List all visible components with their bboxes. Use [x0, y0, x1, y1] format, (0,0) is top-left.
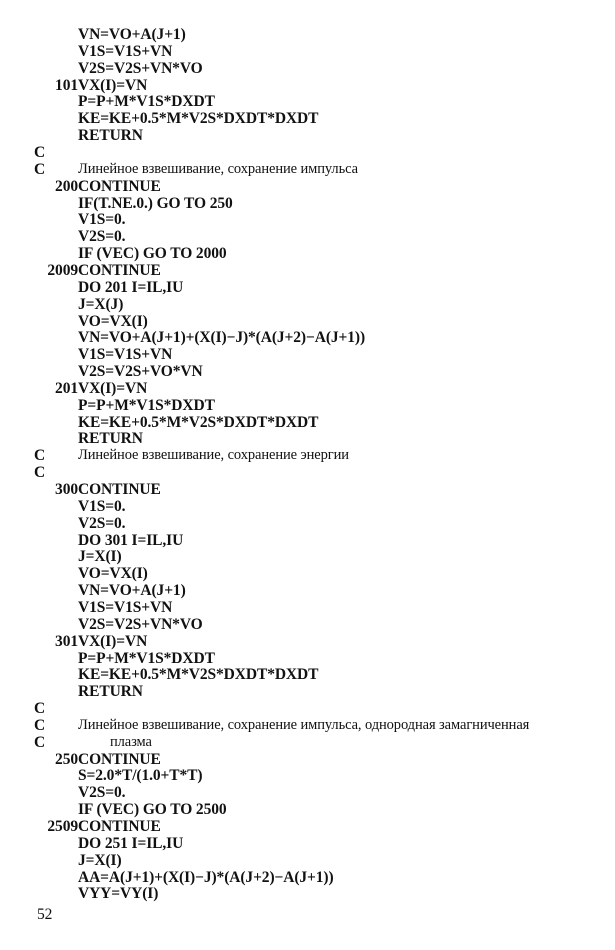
- statement-text: V1S=0.: [78, 211, 126, 229]
- comment-text: Линейное взвешивание, сохранение импульса: [78, 160, 358, 177]
- statement-text: RETURN: [78, 430, 143, 448]
- statement-text: IF (VEC) GO TO 2500: [78, 801, 227, 819]
- statement-text: VO=VX(I): [78, 312, 148, 330]
- comment-marker: C: [34, 160, 46, 178]
- statement-text: CONTINUE: [78, 177, 161, 195]
- statement-text: S=2.0*T/(1.0+T*T): [78, 767, 203, 785]
- comment-text: плазма: [110, 733, 152, 750]
- statement-text: V1S=V1S+VN: [78, 42, 173, 60]
- statement-label: 301: [55, 632, 78, 650]
- statement-text: J=X(I): [78, 851, 122, 869]
- statement-text: V2S=V2S+VN*VO: [78, 615, 203, 633]
- statement-text: V2S=0.: [78, 514, 126, 532]
- comment-text: Линейное взвешивание, сохранение импульса, однородная замагниченная: [78, 716, 530, 733]
- statement-text: V2S=V2S+VO*VN: [78, 363, 203, 380]
- statement-text: V2S=0.: [78, 228, 126, 246]
- comment-marker: C: [34, 447, 46, 465]
- statement-text: CONTINUE: [78, 481, 161, 498]
- comment-marker: C: [34, 716, 46, 734]
- statement-text: AA=A(J+1)+(X(I)−J)*(A(J+2)−A(J+1)): [78, 868, 334, 886]
- statement-text: P=P+M*V1S*DXDT: [78, 396, 215, 414]
- statement-text: VX(I)=VN: [78, 632, 148, 650]
- page-number: 52: [37, 906, 53, 923]
- comment-marker: C: [34, 144, 46, 161]
- statement-text: V1S=0.: [78, 497, 126, 515]
- statement-label: 2509: [47, 818, 78, 835]
- comment-marker: C: [34, 733, 46, 751]
- statement-text: V2S=0.: [78, 784, 126, 802]
- statement-text: P=P+M*V1S*DXDT: [78, 93, 215, 111]
- statement-label: 101: [55, 76, 78, 94]
- statement-text: V1S=V1S+VN: [78, 346, 173, 364]
- statement-text: VN=VO+A(J+1): [78, 582, 186, 600]
- statement-text: CONTINUE: [78, 818, 161, 835]
- statement-text: CONTINUE: [78, 261, 161, 279]
- statement-text: VN=VO+A(J+1)+(X(I)−J)*(A(J+2)−A(J+1)): [78, 329, 366, 347]
- statement-text: CONTINUE: [78, 750, 161, 768]
- comment-marker: C: [34, 700, 46, 717]
- statement-text: KE=KE+0.5*M*V2S*DXDT*DXDT: [78, 666, 319, 684]
- statement-text: DO 301 I=IL,IU: [78, 531, 184, 549]
- statement-text: IF(T.NE.0.) GO TO 250: [78, 194, 233, 212]
- statement-text: VO=VX(I): [78, 565, 148, 583]
- comment-text: Линейное взвешивание, сохранение энергии: [78, 447, 349, 464]
- statement-text: J=X(J): [78, 295, 124, 313]
- statement-text: KE=KE+0.5*M*V2S*DXDT*DXDT: [78, 413, 319, 431]
- statement-label: 300: [55, 481, 78, 498]
- statement-text: DO 201 I=IL,IU: [78, 278, 184, 296]
- statement-text: VX(I)=VN: [78, 379, 148, 397]
- statement-text: J=X(I): [78, 548, 122, 566]
- statement-text: V2S=V2S+VN*VO: [78, 59, 203, 77]
- statement-text: V1S=V1S+VN: [78, 598, 173, 616]
- statement-label: 200: [55, 177, 78, 195]
- comment-marker: C: [34, 464, 46, 482]
- statement-label: 201: [55, 379, 78, 397]
- statement-text: VX(I)=VN: [78, 76, 148, 94]
- statement-text: VYY=VY(I): [78, 885, 159, 903]
- statement-text: P=P+M*V1S*DXDT: [78, 649, 215, 667]
- statement-label: 2009: [47, 261, 78, 279]
- statement-text: DO 251 I=IL,IU: [78, 834, 184, 852]
- statement-text: RETURN: [78, 127, 143, 145]
- statement-text: VN=VO+A(J+1): [78, 26, 186, 43]
- statement-text: IF (VEC) GO TO 2000: [78, 245, 227, 263]
- statement-text: RETURN: [78, 683, 143, 701]
- statement-text: KE=KE+0.5*M*V2S*DXDT*DXDT: [78, 110, 319, 128]
- statement-label: 250: [55, 750, 78, 768]
